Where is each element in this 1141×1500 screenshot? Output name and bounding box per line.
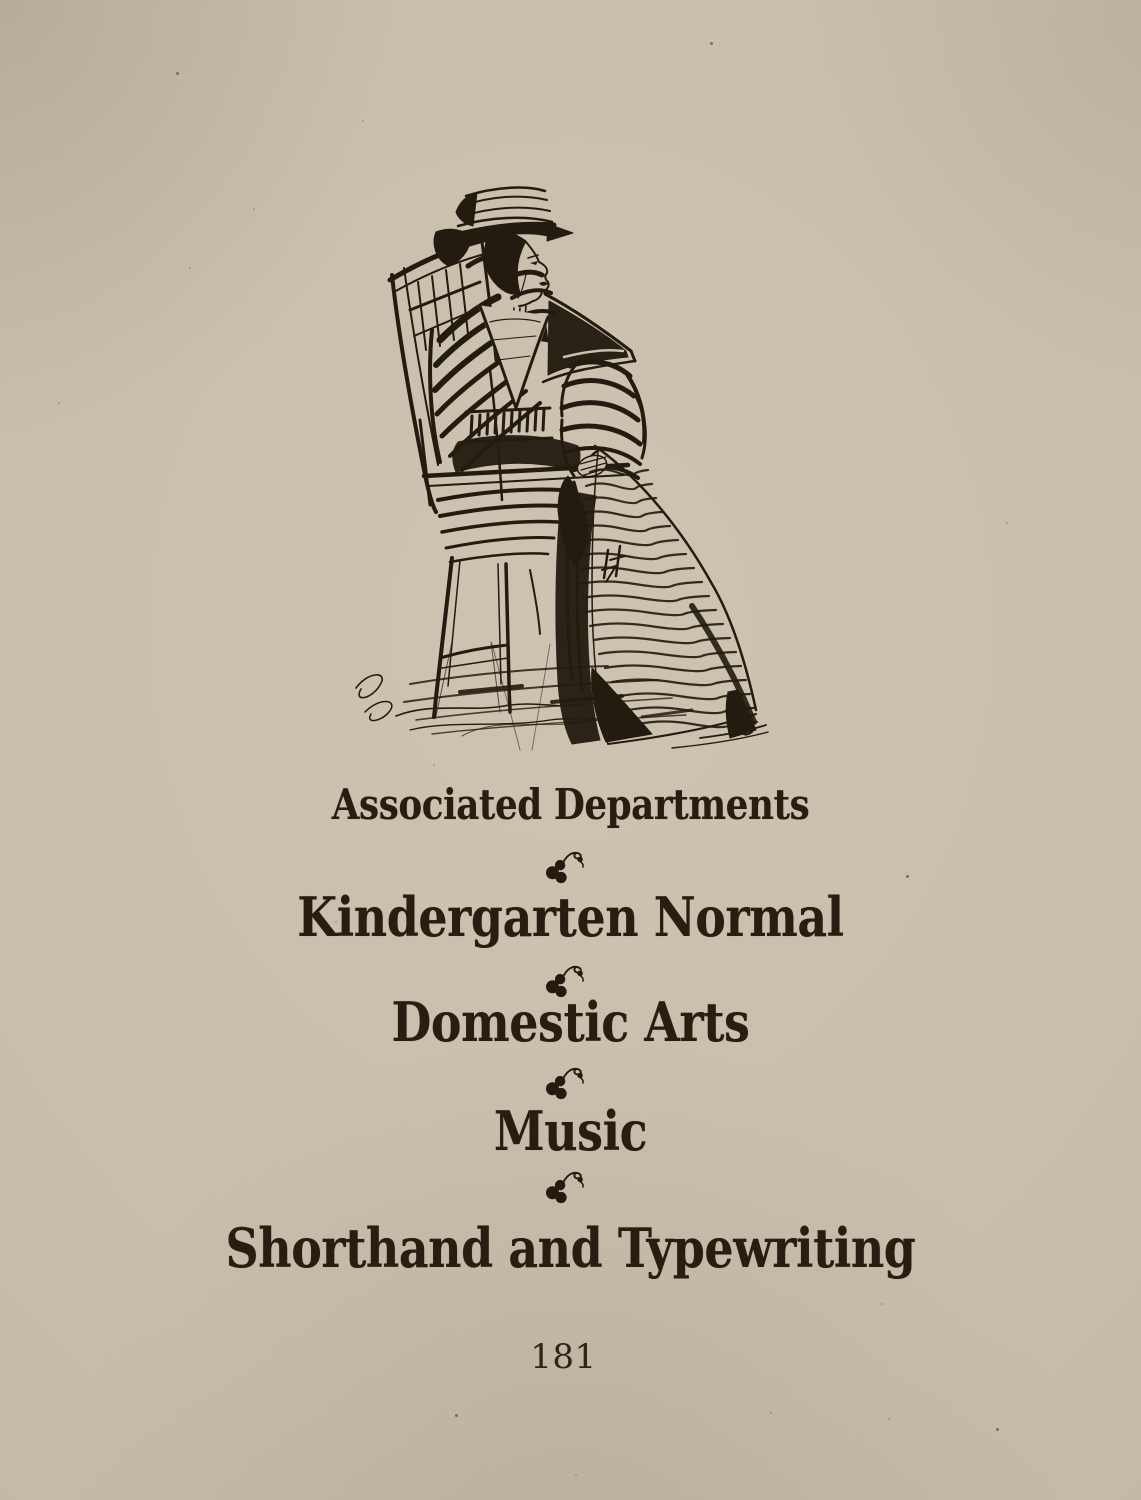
paper-speck <box>189 267 191 269</box>
heading-associated-departments: Associated Departments <box>331 780 810 829</box>
paper-speck <box>996 1428 999 1431</box>
paper-speck <box>433 764 435 766</box>
heading-kindergarten-normal: Kindergarten Normal <box>297 885 844 949</box>
paper-speck <box>710 42 713 45</box>
fleuron-ornament <box>540 848 584 888</box>
paper-speck <box>253 208 255 210</box>
paper-speck <box>335 921 337 923</box>
heading-music: Music <box>493 1099 648 1163</box>
paper-speck <box>575 1474 577 1476</box>
paper-speck <box>906 875 909 878</box>
paper-speck <box>455 1414 458 1417</box>
paper-speck <box>176 72 179 75</box>
paper-speck <box>881 1303 883 1305</box>
paper-speck <box>58 402 60 404</box>
paper-speck <box>888 1418 890 1420</box>
page-number: 181 <box>530 1337 597 1377</box>
paper-speck <box>770 1412 772 1414</box>
heading-shorthand-typewriting: Shorthand and Typewriting <box>225 1216 916 1280</box>
fleuron-ornament <box>540 1064 584 1104</box>
fleuron-ornament <box>540 1168 584 1208</box>
paper-speck <box>362 120 364 122</box>
paper-speck <box>1006 522 1008 524</box>
heading-domestic-arts: Domestic Arts <box>391 990 750 1054</box>
seated-woman-ink-illustration <box>340 170 800 790</box>
